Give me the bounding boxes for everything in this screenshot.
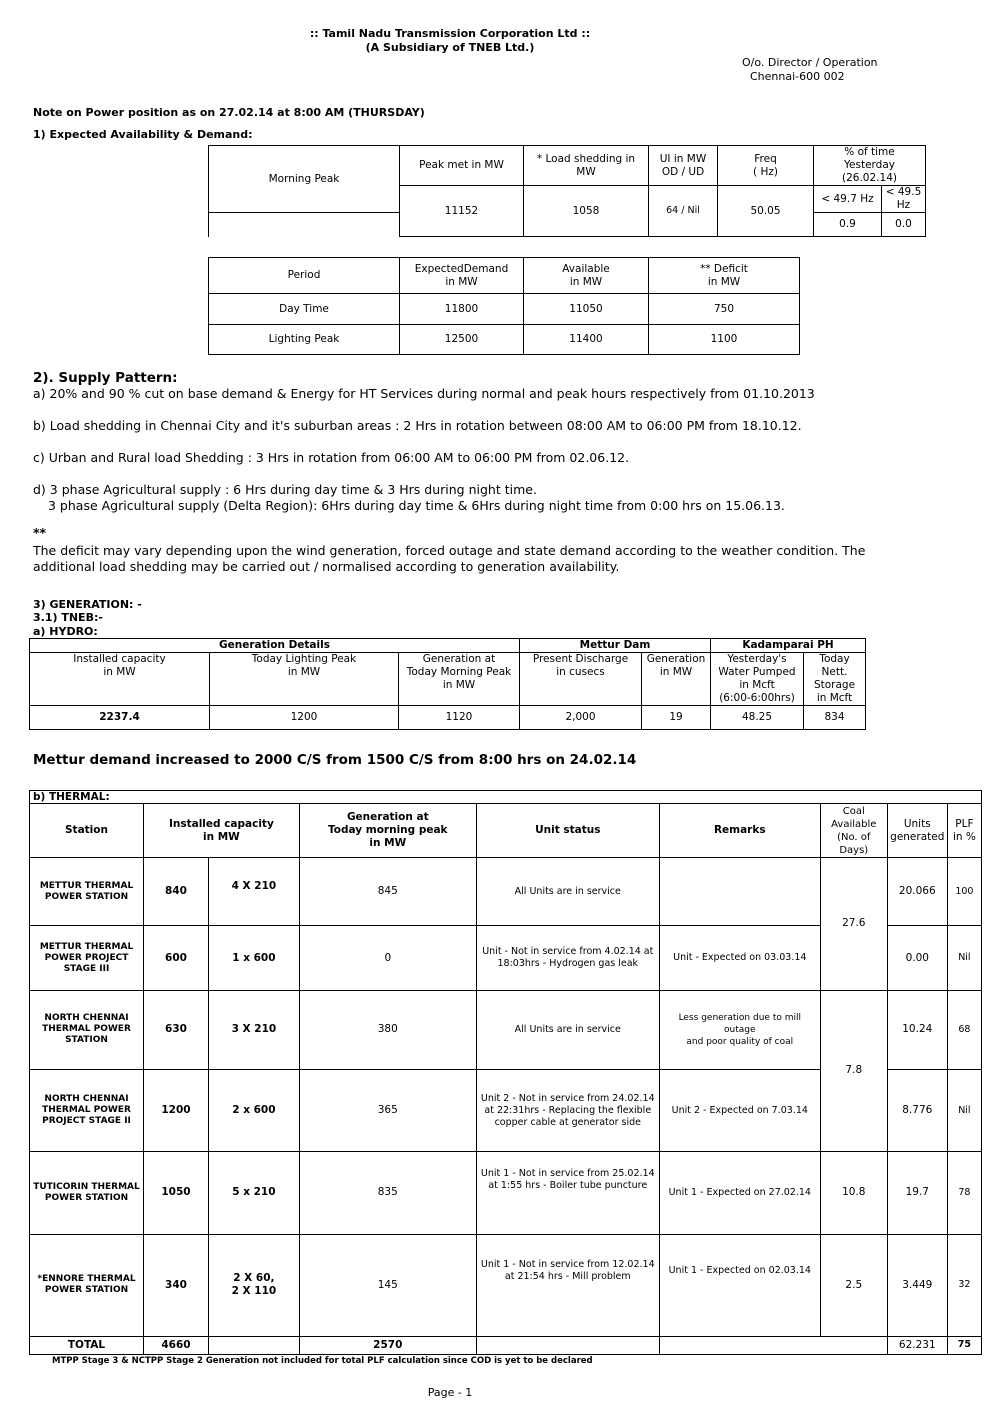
station-name: *ENNORE THERMAL POWER STATION bbox=[30, 1234, 144, 1336]
plf-value: 78 bbox=[947, 1152, 981, 1234]
total-label: TOTAL bbox=[30, 1336, 144, 1354]
deficit-note: The deficit may vary depending upon the wind generation, forced outage and state demand according to the weather condition. The additional load shedding may be carried out / normalised according to generation availability. bbox=[33, 543, 866, 574]
capacity-mw: 1200 bbox=[144, 1069, 209, 1151]
units-generated: 3.449 bbox=[887, 1234, 947, 1336]
table-row bbox=[209, 324, 800, 354]
lighting-peak-header: Today Lighting Peak in MW bbox=[210, 653, 399, 706]
table-row bbox=[30, 990, 982, 1069]
ui-header: UI in MW OD / UD bbox=[649, 146, 718, 186]
available-cell: 11050 bbox=[524, 294, 649, 324]
supply-item-d2: 3 phase Agricultural supply (Delta Region): 6Hrs during day time & 6Hrs during night time from 0:00 hrs on 15.06.13. bbox=[48, 498, 785, 513]
generation-value: 365 bbox=[299, 1069, 476, 1151]
note-title: Note on Power position as on 27.02.14 at 8:00 AM (THURSDAY) bbox=[33, 106, 425, 119]
station-name: NORTH CHENNAI THERMAL POWER PROJECT STAGE II bbox=[30, 1069, 144, 1151]
coal-days: 10.8 bbox=[820, 1152, 887, 1234]
remarks: Unit - Expected on 03.03.14 bbox=[659, 926, 820, 990]
page-number: Page - 1 bbox=[427, 1386, 473, 1399]
unit-status: Unit 2 - Not in service from 24.02.14 at 22:31hrs - Replacing the flexible copper cable at generator side bbox=[476, 1069, 659, 1151]
load-shedding-header: * Load shedding in MW bbox=[524, 146, 649, 186]
lighting-peak-value: 1200 bbox=[210, 706, 399, 730]
deficit-cell: 750 bbox=[649, 294, 800, 324]
morning-gen-header: Generation at Today Morning Peak in MW bbox=[399, 653, 520, 706]
coal-days: 2.5 bbox=[820, 1234, 887, 1336]
generation-value: 835 bbox=[299, 1152, 476, 1234]
water-pumped-value: 48.25 bbox=[711, 706, 804, 730]
unit-status: All Units are in service bbox=[476, 990, 659, 1069]
generation-value: 0 bbox=[299, 926, 476, 990]
demand-cell: 12500 bbox=[400, 324, 524, 354]
period-cell: Lighting Peak bbox=[209, 324, 400, 354]
station-header: Station bbox=[30, 804, 144, 858]
ui-value: 64 / Nil bbox=[649, 186, 718, 237]
discharge-value: 2,000 bbox=[520, 706, 642, 730]
pct-time-header: % of time Yesterday (26.02.14) bbox=[814, 146, 926, 186]
hydro-label: a) HYDRO: bbox=[33, 625, 98, 638]
supply-item-a: a) 20% and 90 % cut on base demand & Energy for HT Services during normal and peak hours respectively from 01.10.2013 bbox=[33, 386, 815, 401]
unit-status: All Units are in service bbox=[476, 858, 659, 926]
unit-configuration: 4 X 210 bbox=[209, 858, 300, 926]
office-line: O/o. Director / Operation bbox=[742, 56, 878, 69]
units-generated: 20.066 bbox=[887, 858, 947, 926]
peak-met-value: 11152 bbox=[400, 186, 524, 237]
plf-value: 68 bbox=[947, 990, 981, 1069]
generation-value: 380 bbox=[299, 990, 476, 1069]
unit-status: Unit 1 - Not in service from 12.02.14 at 21:54 hrs - Mill problem bbox=[476, 1234, 659, 1336]
units-generated: 0.00 bbox=[887, 926, 947, 990]
water-pumped-header: Yesterday's Water Pumped in Mcft (6:00-6:00hrs) bbox=[711, 653, 804, 706]
period-demand-table bbox=[208, 257, 800, 355]
discharge-header: Present Discharge in cusecs bbox=[520, 653, 642, 706]
unit-configuration: 2 X 60, 2 X 110 bbox=[209, 1234, 300, 1336]
morning-peak-table bbox=[208, 145, 926, 237]
morning-gen-value: 1120 bbox=[399, 706, 520, 730]
capacity-mw: 630 bbox=[144, 990, 209, 1069]
station-name: METTUR THERMAL POWER PROJECT STAGE III bbox=[30, 926, 144, 990]
deficit-header: ** Deficit in MW bbox=[649, 258, 800, 294]
org-name: :: Tamil Nadu Transmission Corporation Ltd :: bbox=[309, 27, 591, 40]
available-cell: 11400 bbox=[524, 324, 649, 354]
city-line: Chennai-600 002 bbox=[750, 70, 845, 83]
freq-header: Freq ( Hz) bbox=[718, 146, 814, 186]
total-units-generated: 62.231 bbox=[887, 1336, 947, 1354]
thermal-footnote: MTPP Stage 3 & NCTPP Stage 2 Generation not included for total PLF calculation since COD is yet to be declared bbox=[52, 1356, 593, 1366]
morning-peak-label: Morning Peak bbox=[209, 146, 400, 213]
units-generated-header: Units generated bbox=[887, 804, 947, 858]
mettur-gen-header: Generation in MW bbox=[642, 653, 711, 706]
under-497-header: < 49.7 Hz bbox=[814, 186, 882, 213]
table-row bbox=[30, 1152, 982, 1234]
table-row bbox=[209, 294, 800, 324]
plf-value: Nil bbox=[947, 926, 981, 990]
thermal-header-bar bbox=[29, 790, 982, 803]
total-generation: 2570 bbox=[299, 1336, 476, 1354]
section-1-title: 1) Expected Availability & Demand: bbox=[33, 128, 253, 141]
station-name: TUTICORIN THERMAL POWER STATION bbox=[30, 1152, 144, 1234]
unit-status-header: Unit status bbox=[476, 804, 659, 858]
load-shedding-value: 1058 bbox=[524, 186, 649, 237]
generation-header: Generation at Today morning peak in MW bbox=[299, 804, 476, 858]
mettur-demand-note: Mettur demand increased to 2000 C/S from 1500 C/S from 8:00 hrs on 24.02.14 bbox=[33, 752, 637, 768]
period-cell: Day Time bbox=[209, 294, 400, 324]
mettur-dam-header: Mettur Dam bbox=[520, 639, 711, 653]
under-495-header: < 49.5 Hz bbox=[882, 186, 926, 213]
remarks: Unit 2 - Expected on 7.03.14 bbox=[659, 1069, 820, 1151]
period-header: Period bbox=[209, 258, 400, 294]
storage-value: 834 bbox=[804, 706, 866, 730]
mettur-gen-value: 19 bbox=[642, 706, 711, 730]
subsidiary-line: (A Subsidiary of TNEB Ltd.) bbox=[365, 41, 535, 54]
plf-header: PLF in % bbox=[947, 804, 981, 858]
under-495-value: 0.0 bbox=[882, 213, 926, 237]
deficit-cell: 1100 bbox=[649, 324, 800, 354]
installed-capacity-value: 2237.4 bbox=[30, 706, 210, 730]
table-row bbox=[30, 706, 866, 730]
supply-item-c: c) Urban and Rural load Shedding : 3 Hrs in rotation from 06:00 AM to 06:00 PM from 02.06.12. bbox=[33, 450, 630, 465]
demand-cell: 11800 bbox=[400, 294, 524, 324]
supply-item-b: b) Load shedding in Chennai City and it's suburban areas : 2 Hrs in rotation between 08:00 AM to 06:00 PM from 18.10.12. bbox=[33, 418, 802, 433]
station-name: NORTH CHENNAI THERMAL POWER STATION bbox=[30, 990, 144, 1069]
unit-configuration: 1 x 600 bbox=[209, 926, 300, 990]
unit-status: Unit 1 - Not in service from 25.02.14 at 1:55 hrs - Boiler tube puncture bbox=[476, 1152, 659, 1234]
expected-demand-header: ExpectedDemand in MW bbox=[400, 258, 524, 294]
section-3-title: 3) GENERATION: - bbox=[33, 598, 142, 611]
plf-value: 100 bbox=[947, 858, 981, 926]
unit-configuration: 3 X 210 bbox=[209, 990, 300, 1069]
table-row bbox=[30, 858, 982, 926]
thermal-label: b) THERMAL: bbox=[33, 791, 110, 803]
supply-item-d1: d) 3 phase Agricultural supply : 6 Hrs during day time & 3 Hrs during night time. bbox=[33, 482, 537, 497]
kadamparai-header: Kadamparai PH bbox=[711, 639, 866, 653]
coal-header: Coal Available (No. of Days) bbox=[820, 804, 887, 858]
generation-value: 145 bbox=[299, 1234, 476, 1336]
remarks-header: Remarks bbox=[659, 804, 820, 858]
unit-configuration: 5 x 210 bbox=[209, 1152, 300, 1234]
deficit-stars: ** bbox=[33, 525, 47, 540]
generation-details-header: Generation Details bbox=[30, 639, 520, 653]
capacity-mw: 340 bbox=[144, 1234, 209, 1336]
installed-capacity-header: Installed capacity in MW bbox=[144, 804, 300, 858]
units-generated: 19.7 bbox=[887, 1152, 947, 1234]
plf-value: Nil bbox=[947, 1069, 981, 1151]
section-2-title: 2). Supply Pattern: bbox=[33, 370, 178, 386]
total-row bbox=[30, 1336, 982, 1354]
installed-capacity-header: Installed capacity in MW bbox=[30, 653, 210, 706]
peak-met-header: Peak met in MW bbox=[400, 146, 524, 186]
station-name: METTUR THERMAL POWER STATION bbox=[30, 858, 144, 926]
coal-days: 27.6 bbox=[820, 858, 887, 990]
unit-status: Unit - Not in service from 4.02.14 at 18:03hrs - Hydrogen gas leak bbox=[476, 926, 659, 990]
remarks: Unit 1 - Expected on 27.02.14 bbox=[659, 1152, 820, 1234]
capacity-mw: 600 bbox=[144, 926, 209, 990]
thermal-table bbox=[29, 803, 982, 1355]
table-row bbox=[30, 1234, 982, 1336]
under-497-value: 0.9 bbox=[814, 213, 882, 237]
storage-header: Today Nett. Storage in Mcft bbox=[804, 653, 866, 706]
unit-configuration: 2 x 600 bbox=[209, 1069, 300, 1151]
generation-value: 845 bbox=[299, 858, 476, 926]
hydro-table bbox=[29, 638, 866, 730]
available-header: Available in MW bbox=[524, 258, 649, 294]
capacity-mw: 1050 bbox=[144, 1152, 209, 1234]
coal-days: 7.8 bbox=[820, 990, 887, 1152]
remarks: Unit 1 - Expected on 02.03.14 bbox=[659, 1234, 820, 1336]
freq-value: 50.05 bbox=[718, 186, 814, 237]
units-generated: 8.776 bbox=[887, 1069, 947, 1151]
tneb-subtitle: 3.1) TNEB:- bbox=[33, 611, 103, 624]
capacity-mw: 840 bbox=[144, 858, 209, 926]
plf-value: 32 bbox=[947, 1234, 981, 1336]
units-generated: 10.24 bbox=[887, 990, 947, 1069]
remarks bbox=[659, 858, 820, 926]
total-capacity: 4660 bbox=[144, 1336, 209, 1354]
total-plf: 75 bbox=[947, 1336, 981, 1354]
remarks: Less generation due to mill outage and poor quality of coal bbox=[659, 990, 820, 1069]
